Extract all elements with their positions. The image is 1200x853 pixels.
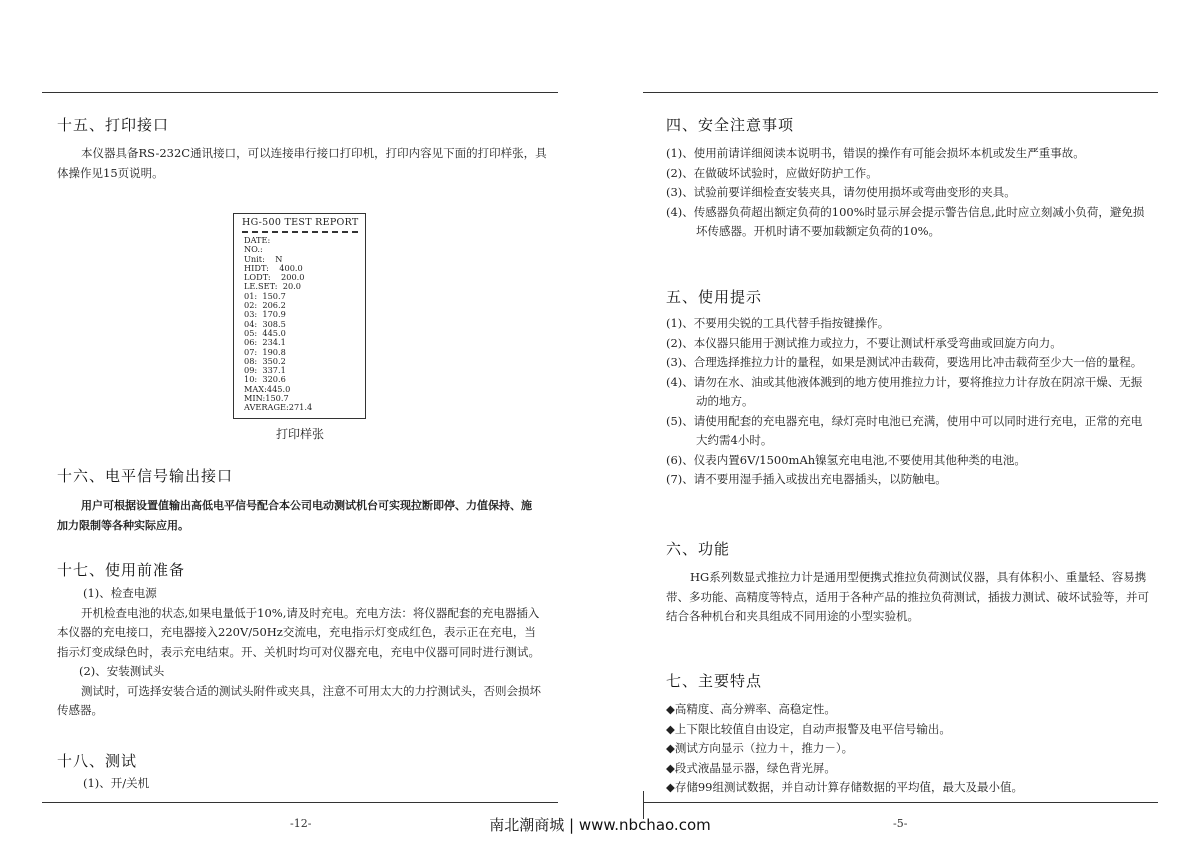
section-17-body — [57, 584, 547, 721]
section-7-list — [666, 700, 1150, 798]
report-line: 09: 337.1 — [244, 365, 286, 376]
section-17-item-1-body: 开机检查电池的状态,如果电量低于10%,请及时充电。充电方法：将仪器配套的充电器插入本仪器的充电接口，充电器接入220V/50Hz交流电，充电指示灯变成红色，表示正在充电，当指示灯变成绿色时，表示充电结束。开、关机时均可对仪器充电，充电中仪器可同时进行测试。 — [57, 605, 540, 659]
report-line: Unit: N — [244, 253, 283, 264]
section-16-paragraph: 用户可根据设置值输出高低电平信号配合本公司电动测试机台可实现拉断即停、力值保持、施加力限制等各种实际应用。 — [57, 499, 532, 532]
section-6-body — [666, 568, 1150, 627]
report-line: MIN:150.7 — [244, 393, 289, 404]
report-line: DATE: — [244, 235, 271, 245]
section-18-body — [57, 774, 547, 794]
feature-item: ◆高精度、高分辨率、高稳定性。 — [666, 702, 836, 716]
list-item: (1)、使用前请详细阅读本说明书，错误的操作有可能会损坏本机或发生严重事故。 — [666, 146, 1085, 160]
section-5-list — [666, 314, 1150, 490]
test-report-sample — [233, 213, 366, 419]
list-item: (2)、本仪器只能用于测试推力或拉力，不要让测试杆承受弯曲或回旋方向力。 — [666, 335, 1062, 350]
list-item: (7)、请不要用湿手插入或拔出充电器插头，以防触电。 — [666, 472, 947, 486]
section-4-list — [666, 144, 1150, 242]
report-line: LODT: 200.0 — [244, 272, 305, 283]
list-item: (1)、不要用尖锐的工具代替手指按键操作。 — [666, 316, 890, 330]
report-line: 03: 170.9 — [244, 309, 286, 320]
section-17-item-1: (1)、检查电源 — [83, 586, 157, 600]
section-15-body — [57, 144, 547, 183]
left-page-number: -12- — [290, 817, 312, 830]
section-18-item-1: (1)、开/关机 — [83, 776, 150, 790]
section-5-title: 五、使用提示 — [666, 288, 763, 306]
report-caption: 打印样张 — [275, 427, 324, 441]
report-line: NO.: — [244, 244, 263, 255]
report-line: MAX:445.0 — [244, 383, 291, 394]
right-top-rule — [643, 92, 1158, 93]
section-18-title: 十八、测试 — [57, 752, 138, 770]
report-dashed-divider — [242, 231, 358, 233]
section-4-title: 四、安全注意事项 — [666, 116, 795, 134]
feature-item: ◆测试方向显示（拉力＋，推力－）。 — [666, 741, 854, 755]
section-16-title: 十六、电平信号输出接口 — [57, 467, 234, 485]
list-item: (3)、合理选择推拉力计的量程，如果是测试冲击载荷，要选用比冲击载荷至少大一倍的量程。 — [666, 355, 1143, 369]
left-bottom-rule — [42, 802, 558, 803]
report-line: 02: 206.2 — [244, 300, 286, 311]
section-15-paragraph: 本仪器具备RS-232C通讯接口，可以连接串行接口打印机，打印内容见下面的打印样张，具体操作见15页说明。 — [57, 146, 547, 180]
report-line: LE.SET: 20.0 — [244, 281, 301, 292]
list-item: (4)、传感器负荷超出额定负荷的100%时显示屏会提示警告信息,此时应立刻减小负荷，避免损坏传感器。开机时请不要加载额定负荷的10%。 — [666, 204, 1145, 238]
right-page-number: -5- — [893, 817, 908, 830]
right-bottom-rule — [643, 802, 1158, 803]
section-17-item-2-body: 测试时，可选择安装合适的测试头附件或夹具，注意不可用太大的力拧测试头，否则会损坏传感器。 — [57, 683, 541, 717]
section-17-title: 十七、使用前准备 — [57, 561, 186, 579]
section-6-paragraph: HG系列数显式推拉力计是通用型便携式推拉负荷测试仪器，具有体积小、重量轻、容易携带、多功能、高精度等特点，适用于各种产品的推拉负荷测试，插拔力测试、破坏试验等，并可结合各种机台和夹具组成不同用途的小型实验机。 — [666, 570, 1149, 623]
feature-item: ◆上下限比较值自由设定，自动声报警及电平信号输出。 — [666, 721, 951, 736]
report-line: AVERAGE:271.4 — [244, 402, 313, 413]
report-line: 07: 190.8 — [244, 346, 286, 357]
list-item: (5)、请使用配套的充电器充电，绿灯亮时电池已充满，使用中可以同时进行充电，正常的充电大约需4小时。 — [666, 413, 1143, 447]
report-line: 04: 308.5 — [244, 318, 286, 329]
section-6-title: 六、功能 — [666, 540, 731, 558]
section-15-title: 十五、打印接口 — [57, 116, 170, 134]
feature-item: ◆存储99组测试数据，并自动计算存储数据的平均值，最大及最小值。 — [666, 780, 1023, 794]
report-line: 06: 234.1 — [244, 337, 286, 348]
left-top-rule — [42, 92, 558, 93]
report-title: HG-500 TEST REPORT — [242, 217, 359, 228]
report-lines — [244, 236, 312, 413]
report-line: 08: 350.2 — [244, 355, 286, 366]
footer-watermark: 南北潮商城 | www.nbchao.com — [489, 816, 711, 834]
feature-item: ◆段式液晶显示器，绿色背光屏。 — [666, 760, 836, 775]
section-16-body — [57, 496, 539, 536]
list-item: (6)、仪表内置6V/1500mAh镍氢充电电池,不要使用其他种类的电池。 — [666, 452, 1026, 467]
report-line: HIDT: 400.0 — [244, 262, 303, 273]
report-line: 05: 445.0 — [244, 327, 286, 338]
list-item: (3)、试验前要详细检查安装夹具，请勿使用损坏或弯曲变形的夹具。 — [666, 185, 1016, 199]
report-line: 01: 150.7 — [244, 290, 286, 301]
section-7-title: 七、主要特点 — [666, 672, 763, 690]
list-item: (4)、请勿在水、油或其他液体溅到的地方使用推拉力计，要将推拉力计存放在阴凉干燥、无振动的地方。 — [666, 374, 1143, 408]
section-17-item-2: (2)、安装测试头 — [79, 664, 165, 678]
list-item: (2)、在做破坏试验时，应做好防护工作。 — [666, 165, 878, 180]
report-line: 10: 320.6 — [244, 374, 286, 385]
